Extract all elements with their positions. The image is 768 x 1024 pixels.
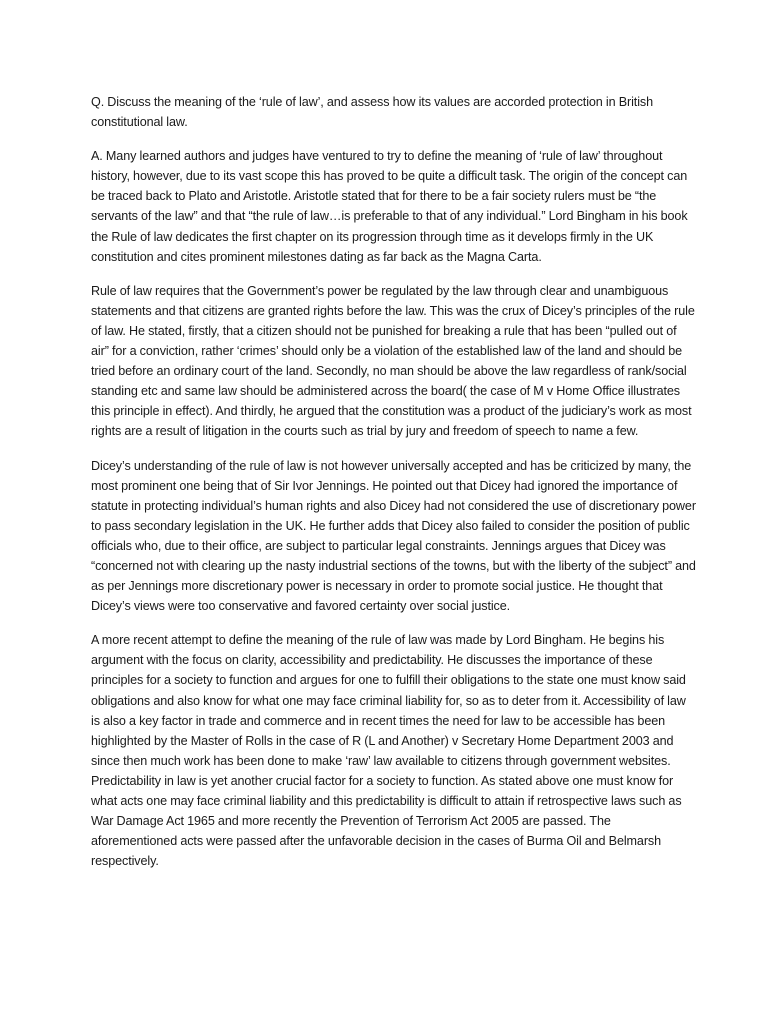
answer-intro-paragraph: A. Many learned authors and judges have ventured to try to define the meaning of ‘rule of law’ throughout history, however, due to its vast scope this has proved to be quite a difficult task. The origin of the concept can be traced back to Plato and Aristotle. Aristotle stated that for there to be a fair society rulers must be “the servants of the law” and that “the rule of law…is preferable to that of any individual.” Lord Bingham in his book the Rule of law dedicates the first chapter on its progression through time as it develops firmly in the UK constitution and cites prominent milestones dating as far back as the Magna Carta. xyxy=(91,149,688,264)
question-paragraph: Q. Discuss the meaning of the ‘rule of law’, and assess how its values are accorded protection in British constitutional law. xyxy=(91,95,653,130)
bingham-paragraph: A more recent attempt to define the meaning of the rule of law was made by Lord Bingham. He begins his argument with the focus on clarity, accessibility and predictability. He discusses the importance of these principles for a society to function and argues for one to fulfill their obligations to the state one must know said obligations and also know for what one may face criminal liability for, so as to deter from it. Accessibility of law is also a key factor in trade and commerce and in recent times the need for law to be accessible has been highlighted by the Master of Rolls in the case of R (L and Another) v Secretary Home Department 2003 and since then much work has been done to make ‘raw’ law available to citizens through government websites. Predictability in law is yet another crucial factor for a society to function. As stated above one must know for what acts one may face criminal liability and this predictability is difficult to attain if retrospective laws such as War Damage Act 1965 and more recently the Prevention of Terrorism Act 2005 are passed. The aforementioned acts were passed after the unfavorable decision in the cases of Burma Oil and Belmarsh respectively. xyxy=(91,633,686,869)
dicey-principles-paragraph: Rule of law requires that the Government’s power be regulated by the law through clear and unambiguous statements and that citizens are granted rights before the law. This was the crux of Dicey’s principles of the rule of law. He stated, firstly, that a citizen should not be punished for breaking a rule that has been “pulled out of air” for a conviction, rather ‘crimes’ should only be a violation of the established law of the land and should be tried before an ordinary court of the land. Secondly, no man should be above the law regardless of rank/social standing etc and same law should be administered across the board( the case of M v Home Office illustrates this principle in effect). And thirdly, he argued that the constitution was a product of the judiciary’s work as most rights are a result of litigation in the courts such as trial by jury and freedom of speech to name a few. xyxy=(91,283,695,439)
jennings-criticism-paragraph: Dicey’s understanding of the rule of law is not however universally accepted and has be criticized by many, the most prominent one being that of Sir Ivor Jennings. He pointed out that Dicey had ignored the importance of statute in protecting individual’s human rights and also Dicey had not considered the use of discretionary power to pass secondary legislation in the UK. He further adds that Dicey also failed to consider the position of public officials who, due to their office, are subject to particular legal constraints. Jennings argues that Dicey was “concerned not with clearing up the nasty industrial sections of the towns, but with the liberty of the subject” and as per Jennings more discretionary power is necessary in order to promote social justice. He thought that Dicey’s views were too conservative and favored certainty over social justice. xyxy=(91,458,696,614)
